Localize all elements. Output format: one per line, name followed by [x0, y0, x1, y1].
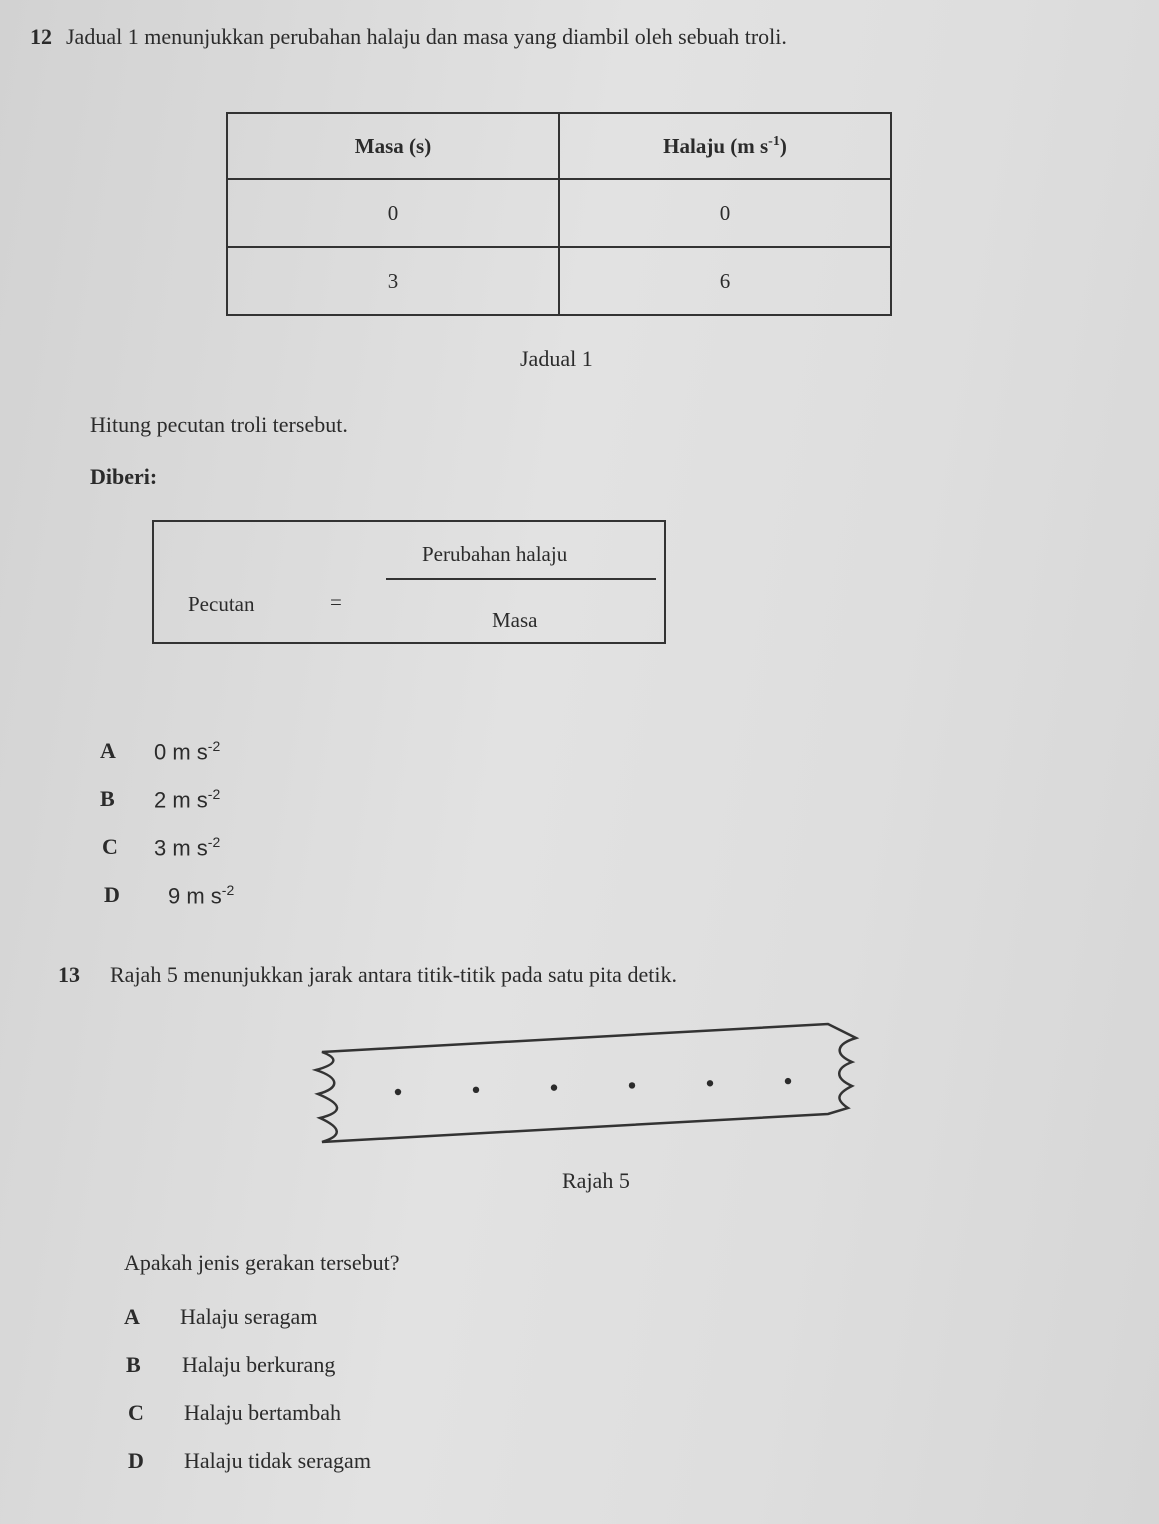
option-c-text[interactable]: Halaju bertambah — [184, 1400, 341, 1425]
option-a-value[interactable]: 0 m $s^{-2}$ — [154, 738, 221, 765]
option-d-value[interactable]: 9 m $s^{-2}$ — [168, 882, 235, 909]
question-13-number: 13 — [58, 962, 80, 987]
tape-dot — [629, 1082, 635, 1088]
option-letter: D — [128, 1448, 144, 1473]
table-cell-masa: 3 — [227, 247, 559, 315]
fraction-bar — [386, 578, 656, 580]
option-letter: B — [126, 1352, 141, 1377]
option-letter: A — [100, 738, 116, 763]
tape-dot — [473, 1087, 479, 1093]
formula-lhs: Pecutan — [188, 592, 255, 616]
table-row — [227, 179, 891, 247]
option-letter: A — [124, 1304, 140, 1329]
question-12-number: 12 — [30, 24, 52, 49]
tape-dots — [395, 1078, 791, 1095]
given-label: Diberi: — [90, 464, 158, 489]
table-row — [227, 247, 891, 315]
option-b-value[interactable]: 2 m $s^{-2}$ — [154, 786, 221, 813]
ticker-tape — [316, 1024, 856, 1142]
option-b-text[interactable]: Halaju berkurang — [182, 1352, 336, 1377]
figure-caption: Rajah 5 — [562, 1168, 630, 1193]
question-13-prompt: Rajah 5 menunjukkan jarak antara titik-titik pada satu pita detik. — [110, 962, 677, 987]
velocity-time-table — [226, 112, 892, 316]
question-12-instruction: Hitung pecutan troli tersebut. — [90, 412, 348, 437]
option-letter: C — [128, 1400, 144, 1425]
ticker-tape-figure — [300, 1018, 870, 1148]
option-d-text[interactable]: Halaju tidak seragam — [184, 1448, 371, 1473]
tape-dot — [395, 1089, 401, 1095]
formula-numerator: Perubahan halaju — [422, 542, 568, 566]
option-a-text[interactable]: Halaju seragam — [180, 1304, 318, 1329]
formula-box — [152, 520, 666, 644]
option-letter: C — [102, 834, 118, 859]
table-header-masa: Masa (s) — [227, 113, 559, 179]
tape-dot — [551, 1084, 557, 1090]
option-letter: B — [100, 786, 115, 811]
tape-dot — [785, 1078, 791, 1084]
formula-denominator: Masa — [492, 608, 538, 632]
question-13-question: Apakah jenis gerakan tersebut? — [124, 1250, 400, 1275]
option-c-value[interactable]: 3 m $s^{-2}$ — [154, 834, 221, 861]
table-cell-masa: 0 — [227, 179, 559, 247]
formula-equals: = — [330, 590, 342, 614]
question-12-prompt: Jadual 1 menunjukkan perubahan halaju dan masa yang diambil oleh sebuah troli. — [66, 24, 787, 49]
table-cell-halaju: 6 — [559, 247, 891, 315]
table-caption: Jadual 1 — [520, 346, 593, 371]
option-letter: D — [104, 882, 120, 907]
tape-dot — [707, 1080, 713, 1086]
table-header-halaju: Halaju (m $s^{-1}$) — [559, 113, 891, 179]
table-cell-halaju: 0 — [559, 179, 891, 247]
